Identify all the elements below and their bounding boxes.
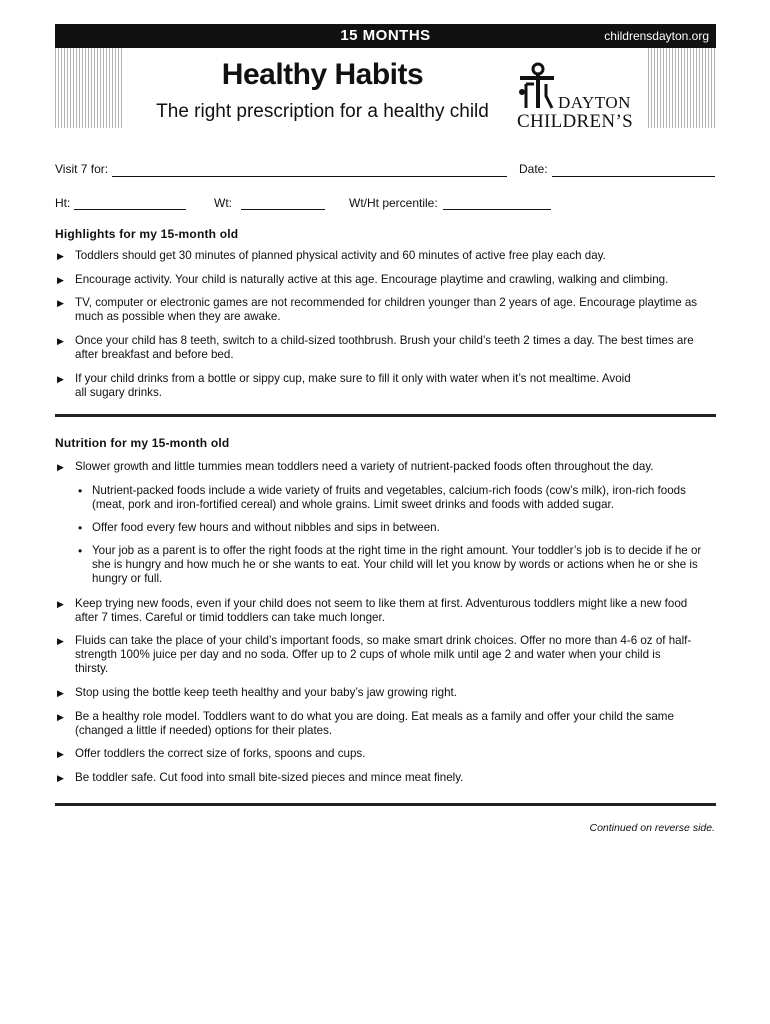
list-item: If your child drinks from a bottle or sippy cup, make sure to fill it only with water when it’s not mealtime. Avoid all sugary drinks. (75, 372, 631, 399)
section-divider (55, 803, 716, 806)
sub-list-item: Nutrient-packed foods include a wide variety of fruits and vegetables, calcium-rich foods (cow’s milk), iron-rich foods (meat, pork and iron-fortified cereal) and whole grains. Limit sweet drinks and foods with added sugar. (92, 484, 686, 511)
triangle-bullet-icon: ▶ (57, 599, 64, 609)
decorative-pattern-right (648, 48, 716, 128)
dot-bullet-icon: • (78, 544, 83, 558)
dayton-childrens-logo (514, 62, 644, 130)
triangle-bullet-icon: ▶ (57, 688, 64, 698)
triangle-bullet-icon: ▶ (57, 749, 64, 759)
age-label: 15 MONTHS (340, 27, 431, 44)
weight-input-line[interactable] (241, 209, 325, 210)
height-input-line[interactable] (74, 209, 186, 210)
logo-text-dayton: DAYTON (558, 93, 631, 112)
percentile-label: Wt/Ht percentile: (349, 196, 438, 210)
header-bar (55, 24, 716, 48)
triangle-bullet-icon: ▶ (57, 251, 64, 261)
sub-list-item: Your job as a parent is to offer the right foods at the right time in the right amount. Your toddler’s job is to decide if he or she is hungry and how much he or she wants to eat. Your child will let you know by words or actions when he or she is hungry or full. (92, 544, 702, 585)
logo-text-childrens: CHILDREN’S (517, 111, 633, 132)
date-input-line[interactable] (552, 176, 715, 177)
list-item: Be a healthy role model. Toddlers want to do what you are doing. Eat meals as a family and offer your child the same (changed a little if needed) options for their plates. (75, 710, 674, 737)
list-item: Fluids can take the place of your child’s important foods, so make smart drink choices. Offer no more than 4-6 oz of half-strength 100% juice per day and no soda. Offer up to 2 cups of whole milk until age 2 and water when your child is thirsty. (75, 634, 692, 675)
triangle-bullet-icon: ▶ (57, 336, 64, 346)
highlights-heading: Highlights for my 15-month old (55, 227, 239, 241)
decorative-pattern-left (55, 48, 123, 128)
triangle-bullet-icon: ▶ (57, 298, 64, 308)
list-item: Once your child has 8 teeth, switch to a child-sized toothbrush. Brush your child’s teeth 2 times a day. The best times are after breakfast and before bed. (75, 334, 694, 361)
logo-figure-icon (514, 62, 558, 110)
list-item: TV, computer or electronic games are not recommended for children younger than 2 years of age. Encourage playtime as much as possible when they are awake. (75, 296, 698, 323)
nutrition-heading: Nutrition for my 15-month old (55, 436, 230, 450)
dot-bullet-icon: • (78, 484, 83, 498)
section-divider (55, 414, 716, 417)
triangle-bullet-icon: ▶ (57, 462, 64, 472)
triangle-bullet-icon: ▶ (57, 374, 64, 384)
triangle-bullet-icon: ▶ (57, 773, 64, 783)
list-item: Slower growth and little tummies mean toddlers need a variety of nutrient-packed foods often throughout the day. (75, 460, 654, 473)
weight-label: Wt: (214, 196, 232, 210)
page-title: Healthy Habits (221, 58, 424, 91)
visit-input-line[interactable] (112, 176, 507, 177)
list-item: Stop using the bottle keep teeth healthy and your baby’s jaw growing right. (75, 686, 457, 699)
dot-bullet-icon: • (78, 521, 83, 535)
list-item: Be toddler safe. Cut food into small bite-sized pieces and mince meat finely. (75, 771, 464, 784)
page-subtitle: The right prescription for a healthy child (156, 101, 489, 122)
height-label: Ht: (55, 196, 71, 210)
website-link[interactable]: childrensdayton.org (604, 29, 709, 43)
list-item: Toddlers should get 30 minutes of planned physical activity and 60 minutes of active free play each day. (75, 249, 606, 262)
list-item: Encourage activity. Your child is naturally active at this age. Encourage playtime and crawling, walking and climbing. (75, 273, 669, 286)
sub-list-item: Offer food every few hours and without nibbles and sips in between. (92, 521, 440, 534)
list-item: Offer toddlers the correct size of forks, spoons and cups. (75, 747, 366, 760)
visit-label: Visit 7 for: (55, 162, 109, 176)
continued-note: Continued on reverse side. (589, 822, 715, 834)
triangle-bullet-icon: ▶ (57, 636, 64, 646)
date-label: Date: (519, 162, 548, 176)
triangle-bullet-icon: ▶ (57, 275, 64, 285)
percentile-input-line[interactable] (443, 209, 551, 210)
list-item: Keep trying new foods, even if your child does not seem to like them at first. Adventurous toddlers might like a new food after 7 times. Careful or timid toddlers can take much longer. (75, 597, 688, 624)
triangle-bullet-icon: ▶ (57, 712, 64, 722)
